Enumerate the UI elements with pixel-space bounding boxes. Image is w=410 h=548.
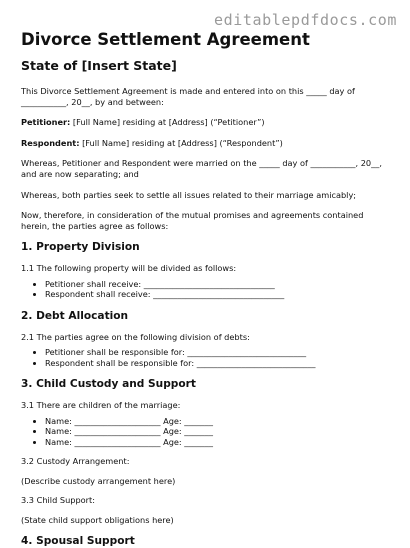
respondent-text: [Full Name] residing at [Address] (“Respondent”) — [79, 137, 283, 148]
document-title: Divorce Settlement Agreement — [21, 30, 310, 49]
property-list — [21, 279, 393, 300]
intro-paragraph: This Divorce Settlement Agreement is made and entered into on this _____ day of ___________, 20__, by and between: — [21, 86, 355, 107]
list-item: • Respondent shall be responsible for: _____________________________ — [45, 358, 393, 368]
custody-arrangement-text: (Describe custody arrangement here) — [21, 475, 176, 486]
now-therefore: Now, therefore, in consideration of the mutual promises and agreements contained herein, the parties agree as follows: — [21, 210, 364, 231]
document-page — [21, 30, 393, 548]
child-support-text: (State child support obligations here) — [21, 514, 174, 525]
state-heading: State of [Insert State] — [21, 58, 177, 73]
petitioner-text: [Full Name] residing at [Address] (“Petitioner”) — [70, 117, 265, 128]
whereas-married: Whereas, Petitioner and Respondent were married on the _____ day of ___________, 20__, and are now separating; and — [21, 158, 382, 179]
section-custody-heading: 3. Child Custody and Support — [21, 378, 196, 391]
list-item: • Name: _____________________ Age: _______ — [45, 437, 393, 447]
list-item: • Name: _____________________ Age: _______ — [45, 416, 393, 426]
section-property-heading: 1. Property Division — [21, 241, 140, 254]
whereas-settle: Whereas, both parties seek to settle all issues related to their marriage amicably; — [21, 189, 357, 200]
list-item: • Petitioner shall be responsible for: _____________________________ — [45, 347, 393, 357]
children-clause: 3.1 There are children of the marriage: — [21, 400, 181, 411]
child-support-label: 3.3 Child Support: — [21, 495, 96, 506]
respondent-label: Respondent: — [21, 137, 80, 148]
watermark: editablepdfdocs.com — [214, 11, 397, 29]
children-list — [21, 416, 393, 447]
section-spousal-heading: 4. Spousal Support — [21, 535, 135, 548]
list-item: • Name: _____________________ Age: _______ — [45, 426, 393, 436]
section-debt-heading: 2. Debt Allocation — [21, 309, 129, 322]
list-item: • Petitioner shall receive: ________________________________ — [45, 279, 393, 289]
respondent-line — [21, 138, 393, 149]
list-item: • Respondent shall receive: ________________________________ — [45, 289, 393, 299]
debt-clause: 2.1 The parties agree on the following division of debts: — [21, 331, 250, 342]
debt-list — [21, 347, 393, 368]
custody-arrangement-label: 3.2 Custody Arrangement: — [21, 455, 130, 466]
property-clause: 1.1 The following property will be divided as follows: — [21, 263, 237, 274]
petitioner-line — [21, 117, 393, 128]
petitioner-label: Petitioner: — [21, 117, 71, 128]
